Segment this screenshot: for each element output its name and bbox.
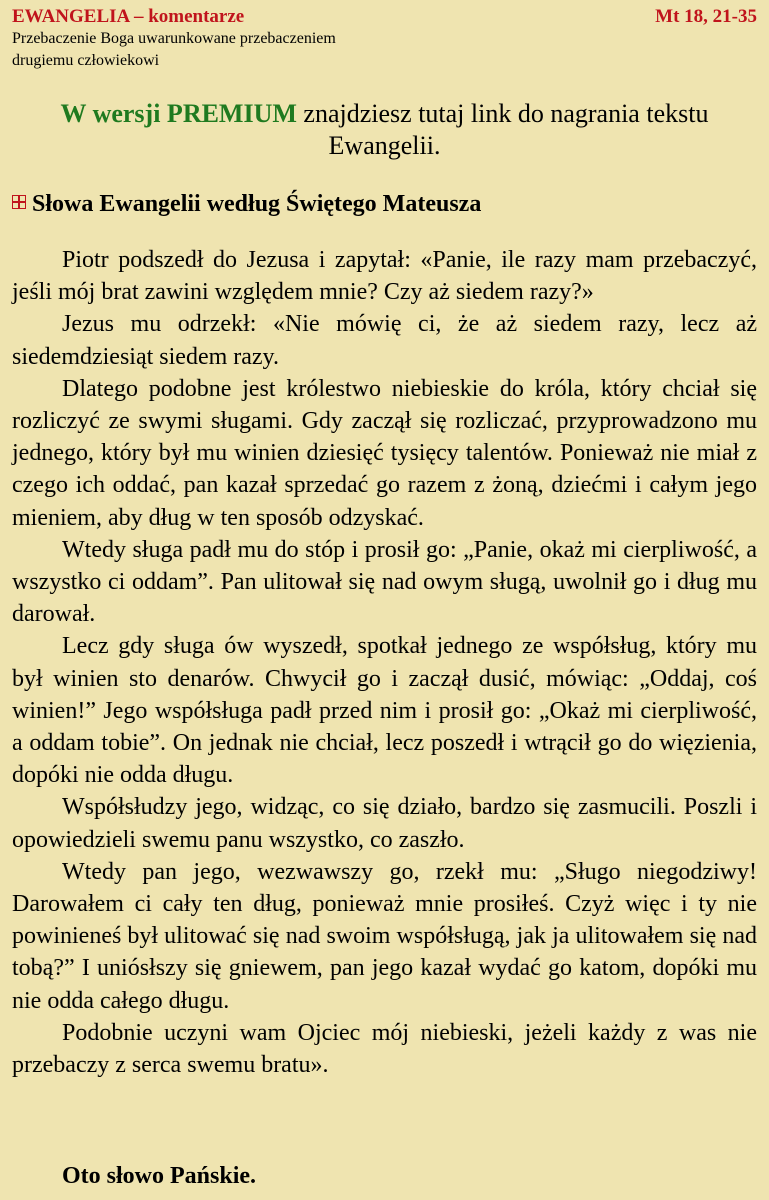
gospel-paragraph: Lecz gdy sługa ów wyszedł, spotkał jednego ze współsług, który mu był winien sto denarów. Chwycił go i zaczął dusić, mówiąc: „Oddaj, coś winien!” Jego współsługa padł przed nim i prosił go: „Okaż mi cierpliwość, a oddam tobie”. On jednak nie chciał, lecz poszedł i wtrącił go do więzienia, dopóki nie odda długu. (12, 633, 757, 789)
header-subtitle: Przebaczenie Boga uwarunkowane przebaczeniem drugiemu człowiekowi (12, 30, 336, 69)
header-title-sub: komentarze (148, 6, 245, 27)
gospel-heading-text: Słowa Ewangelii według Świętego Mateusza (32, 191, 482, 217)
gospel-paragraph: Piotr podszedł do Jezusa i zapytał: «Panie, ile razy mam przebaczyć, jeśli mój brat zawini względem mnie? Czy aż siedem razy?» (12, 247, 757, 306)
gospel-paragraph: Dlatego podobne jest królestwo niebieskie do króla, który chciał się rozliczyć ze swymi sługami. Gdy zaczął się rozliczać, przyprowadzono mu jednego, który był mu winien dziesięć tysięcy talentów. Ponieważ nie miał z czego ich oddać, pan kazał sprzedać go razem z żoną, dziećmi i całym jego mieniem, aby dług w ten sposób odzyskać. (12, 375, 757, 531)
gospel-paragraph: Wtedy pan jego, wezwawszy go, rzekł mu: „Sługo niegodziwy! Darowałem ci cały ten dług, ponieważ mnie prosiłeś. Czyż więc i ty nie powinieneś był ulitować się nad swoim współsługą, jak ja ulitowałem się nad tobą?” I uniósłszy się gniewem, pan jego kazał wydać go katom, dopóki mu nie odda całego długu. (12, 858, 757, 1014)
header-title-main: EWANGELIA (12, 6, 130, 27)
gospel-text (12, 244, 757, 1081)
gospel-paragraph: Współsłudzy jego, widząc, co się działo, bardzo się zasmucili. Poszli i opowiedzieli swemu panu wszystko, co zaszło. (12, 794, 757, 853)
header-title (12, 6, 757, 28)
premium-notice (20, 98, 749, 162)
gospel-paragraph: Wtedy sługa padł mu do stóp i prosił go: „Panie, okaż mi cierpliwość, a wszystko ci oddam”. Pan ulitował się nad owym sługą, uwolnił go i dług mu darował. (12, 536, 757, 628)
closing-acclamation: Oto słowo Pańskie. (62, 1163, 257, 1189)
scripture-reference: Mt 18, 21-35 (655, 6, 757, 27)
cross-icon (12, 195, 26, 209)
page-header (12, 6, 757, 72)
premium-highlight: W wersji PREMIUM (60, 99, 297, 128)
premium-text: znajdziesz tutaj link do nagrania tekstu Ewangelii. (296, 99, 709, 160)
gospel-paragraph: Podobnie uczyni wam Ojciec mój niebieski, jeżeli każdy z was nie przebaczy z serca swemu bratu». (12, 1019, 757, 1079)
header-title-separator: – (129, 6, 149, 27)
gospel-heading (12, 188, 757, 220)
gospel-paragraph: Jezus mu odrzekł: «Nie mówię ci, że aż siedem razy, lecz aż siedemdziesiąt siedem razy. (12, 311, 757, 370)
